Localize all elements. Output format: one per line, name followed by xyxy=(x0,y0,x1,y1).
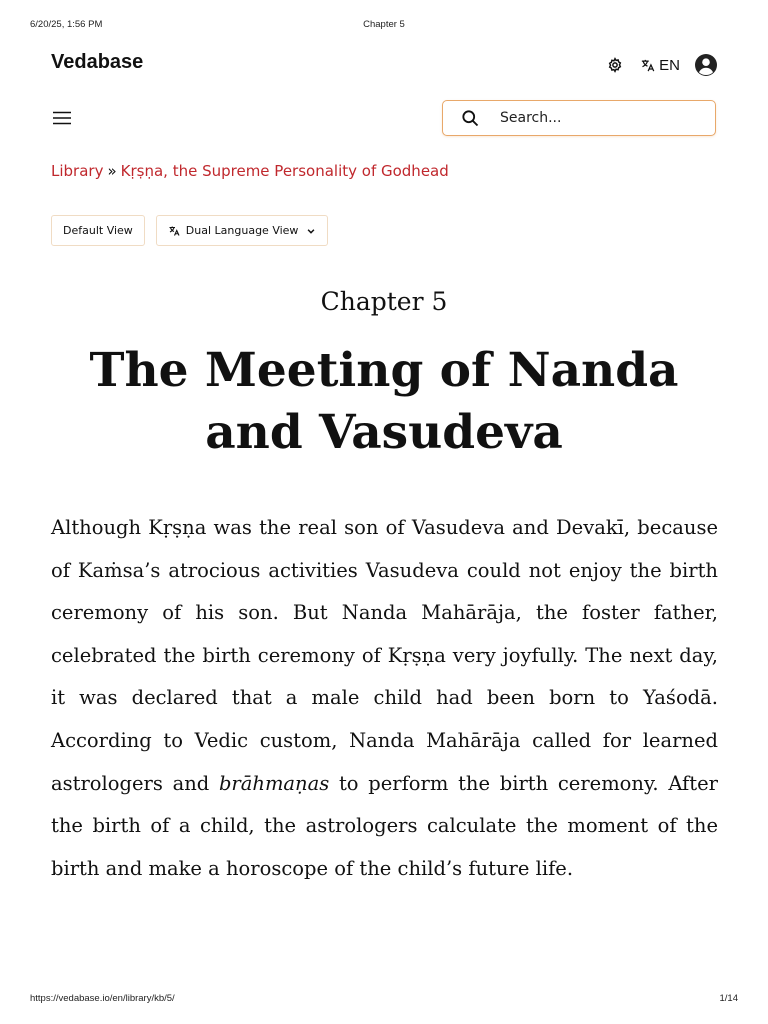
breadcrumb xyxy=(51,162,449,180)
print-page-number: 1/14 xyxy=(719,993,738,1004)
search-box[interactable] xyxy=(442,100,716,136)
paragraph-italic-term: brāhmaṇas xyxy=(218,771,330,795)
breadcrumb-separator: » xyxy=(107,162,117,180)
chapter-title: The Meeting of Nanda and Vasudeva xyxy=(89,343,679,460)
view-toggle xyxy=(51,215,328,246)
chapter-paragraph xyxy=(51,507,718,890)
dual-language-view-button[interactable] xyxy=(156,215,329,246)
print-doc-title: Chapter 5 xyxy=(363,19,405,30)
header-actions xyxy=(602,52,718,78)
dual-language-label: Dual Language View xyxy=(185,224,299,237)
default-view-button[interactable]: Default View xyxy=(51,215,145,246)
brand-logo-link[interactable]: Vedabase xyxy=(51,51,144,73)
language-selector[interactable] xyxy=(640,57,680,74)
chapter-number: Chapter 5 xyxy=(320,287,448,316)
user-avatar-icon[interactable] xyxy=(694,53,718,77)
breadcrumb-library-link[interactable]: Library xyxy=(51,162,104,180)
print-datetime: 6/20/25, 1:56 PM xyxy=(30,19,103,30)
search-icon[interactable] xyxy=(460,108,480,128)
hamburger-menu-icon[interactable] xyxy=(52,109,72,127)
translate-icon xyxy=(640,58,655,73)
print-url: https://vedabase.io/en/library/kb/5/ xyxy=(30,993,175,1004)
print-footer xyxy=(30,993,738,1007)
top-navbar xyxy=(51,50,718,80)
search-input[interactable] xyxy=(500,110,700,126)
paragraph-text-part2: to perform the birth ceremony. After the birth of a child, the astrologers calculate the moment of the birth and make a horoscope of the child’s future life. xyxy=(51,771,718,880)
translate-icon xyxy=(168,225,180,237)
breadcrumb-book-link[interactable]: Kṛṣṇa, the Supreme Personality of Godhead xyxy=(120,162,449,180)
print-header xyxy=(30,19,738,33)
language-code: EN xyxy=(659,56,680,74)
paragraph-text-part1: Although Kṛṣṇa was the real son of Vasudeva and Devakī, because of Kaṁsa’s atrocious activities Vasudeva could not enjoy the birth ceremony of his son. But Nanda Mahārāja, the foster father, celebrated the birth ceremony of Kṛṣṇa very joyfully. The next day, it was declared that a male child had been born to Yaśodā. According to Vedic custom, Nanda Mahārāja called for learned astrologers and xyxy=(51,516,718,795)
chevron-down-icon xyxy=(306,226,316,236)
gear-icon[interactable] xyxy=(602,52,628,78)
